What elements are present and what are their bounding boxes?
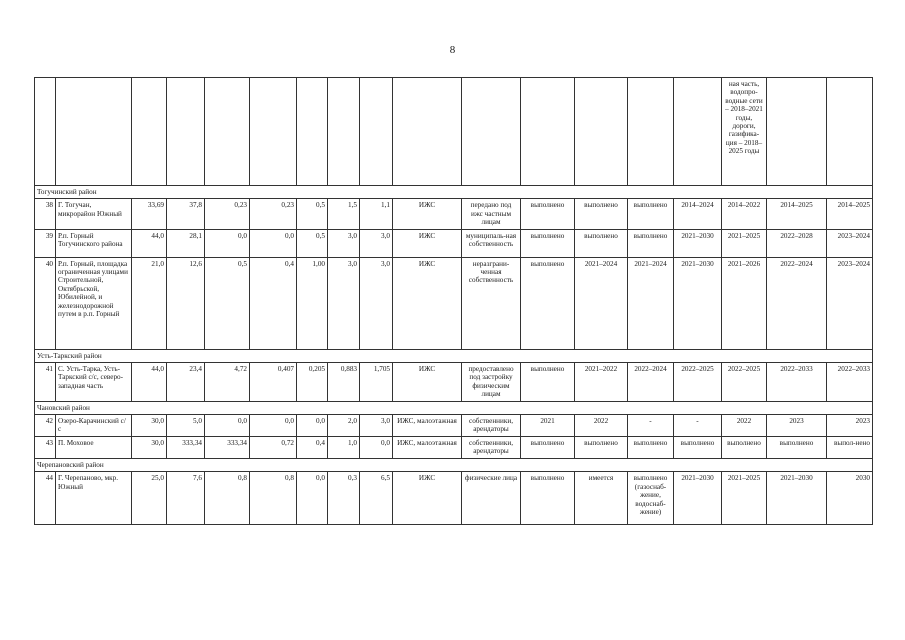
value-3: 0,23 xyxy=(205,199,250,229)
housing-type: ИЖС xyxy=(393,257,462,349)
section-title: Усть-Таркский район xyxy=(35,349,873,362)
value-2: 23,4 xyxy=(167,363,205,402)
period-4: выпол-нено xyxy=(827,437,873,459)
stage-2: 2021–2022 xyxy=(575,363,628,402)
period-3: 2022–2033 xyxy=(767,363,827,402)
stage-1: 2021 xyxy=(521,415,575,437)
stage-1: выполнено xyxy=(521,199,575,229)
period-3: 2021–2030 xyxy=(767,472,827,525)
stage-2: имеется xyxy=(575,472,628,525)
table-row xyxy=(35,415,873,437)
housing-type: ИЖС xyxy=(393,199,462,229)
value-4: 0,8 xyxy=(250,472,297,525)
value-1: 44,0 xyxy=(132,363,167,402)
place-name: Г. Черепаново, мкр. Южный xyxy=(56,472,132,525)
value-4: 0,4 xyxy=(250,257,297,349)
value-2: 12,6 xyxy=(167,257,205,349)
period-2: 2021–2025 xyxy=(722,229,767,257)
period-4: 2023 xyxy=(827,415,873,437)
value-6: 3,0 xyxy=(328,229,360,257)
value-3: 333,34 xyxy=(205,437,250,459)
value-7: 3,0 xyxy=(360,257,393,349)
table-row xyxy=(35,472,873,525)
stage-2: выполнено xyxy=(575,229,628,257)
ownership-status: передано под ижс частным лицам xyxy=(462,199,521,229)
page-number: 8 xyxy=(449,44,456,56)
value-7: 1,705 xyxy=(360,363,393,402)
housing-type: ИЖС xyxy=(393,472,462,525)
section-row xyxy=(35,459,873,472)
period-4: 2022–2033 xyxy=(827,363,873,402)
period-2: 2022 xyxy=(722,415,767,437)
period-1: 2021–2030 xyxy=(674,257,722,349)
period-4: 2023–2024 xyxy=(827,257,873,349)
period-3: выполнено xyxy=(767,437,827,459)
value-5: 0,4 xyxy=(297,437,328,459)
period-3: 2022–2028 xyxy=(767,229,827,257)
value-3: 0,5 xyxy=(205,257,250,349)
value-6: 0,3 xyxy=(328,472,360,525)
period-3: 2014–2025 xyxy=(767,199,827,229)
stage-2: выполнено xyxy=(575,199,628,229)
value-1: 21,0 xyxy=(132,257,167,349)
ownership-status: собственники, арендаторы xyxy=(462,437,521,459)
stage-3: выполнено xyxy=(628,437,674,459)
value-5: 1,00 xyxy=(297,257,328,349)
stage-3: выполнено xyxy=(628,229,674,257)
period-1: - xyxy=(674,415,722,437)
value-5: 0,205 xyxy=(297,363,328,402)
value-3: 0,0 xyxy=(205,229,250,257)
stage-3: 2022–2024 xyxy=(628,363,674,402)
section-row xyxy=(35,401,873,414)
housing-type: ИЖС, малоэтажная xyxy=(393,415,462,437)
stage-3: 2021–2024 xyxy=(628,257,674,349)
place-name: Р.п. Горный, площадка ограниченная улицами Строительной, Октябрьской, Юбилейной, и железнодорожной путем в р.п. Горный xyxy=(56,257,132,349)
value-1: 25,0 xyxy=(132,472,167,525)
row-number: 39 xyxy=(35,229,56,257)
stage-2: 2022 xyxy=(575,415,628,437)
period-1: выполнено xyxy=(674,437,722,459)
value-2: 37,8 xyxy=(167,199,205,229)
value-4: 0,23 xyxy=(250,199,297,229)
value-2: 7,6 xyxy=(167,472,205,525)
row-number: 38 xyxy=(35,199,56,229)
row-number: 42 xyxy=(35,415,56,437)
value-6: 2,0 xyxy=(328,415,360,437)
period-2: 2014–2022 xyxy=(722,199,767,229)
value-4: 0,0 xyxy=(250,415,297,437)
value-6: 3,0 xyxy=(328,257,360,349)
period-4: 2023–2024 xyxy=(827,229,873,257)
value-2: 333,34 xyxy=(167,437,205,459)
value-7: 3,0 xyxy=(360,415,393,437)
value-4: 0,72 xyxy=(250,437,297,459)
value-2: 5,0 xyxy=(167,415,205,437)
housing-type: ИЖС, малоэтажная xyxy=(393,437,462,459)
period-1: 2022–2025 xyxy=(674,363,722,402)
section-row xyxy=(35,349,873,362)
ownership-status: собственники, арендаторы xyxy=(462,415,521,437)
ownership-status: муниципаль-ная собственность xyxy=(462,229,521,257)
table-row xyxy=(35,199,873,229)
period-4: 2014–2025 xyxy=(827,199,873,229)
period-2: 2021–2025 xyxy=(722,472,767,525)
table-row xyxy=(35,229,873,257)
stage-1: выполнено xyxy=(521,229,575,257)
value-4: 0,407 xyxy=(250,363,297,402)
stage-1: выполнено xyxy=(521,257,575,349)
stage-3: выполнено xyxy=(628,199,674,229)
place-name: Озеро-Карачинский с/с xyxy=(56,415,132,437)
value-6: 1,5 xyxy=(328,199,360,229)
row-number: 41 xyxy=(35,363,56,402)
value-6: 0,883 xyxy=(328,363,360,402)
value-7: 3,0 xyxy=(360,229,393,257)
housing-type: ИЖС xyxy=(393,229,462,257)
ownership-status: физические лица xyxy=(462,472,521,525)
period-1: 2021–2030 xyxy=(674,229,722,257)
value-7: 6,5 xyxy=(360,472,393,525)
value-1: 30,0 xyxy=(132,415,167,437)
period-2: 2021–2026 xyxy=(722,257,767,349)
stage-2: 2021–2024 xyxy=(575,257,628,349)
stage-2: выполнено xyxy=(575,437,628,459)
value-7: 0,0 xyxy=(360,437,393,459)
row-number: 40 xyxy=(35,257,56,349)
housing-type: ИЖС xyxy=(393,363,462,402)
value-5: 0,0 xyxy=(297,472,328,525)
value-6: 1,0 xyxy=(328,437,360,459)
stage-1: выполнено xyxy=(521,437,575,459)
value-7: 1,1 xyxy=(360,199,393,229)
table-row xyxy=(35,257,873,349)
row-number: 44 xyxy=(35,472,56,525)
ownership-status: неразграни-ченная собственность xyxy=(462,257,521,349)
table-row xyxy=(35,363,873,402)
ownership-status: предоставлено под застройку физическим лицам xyxy=(462,363,521,402)
value-2: 28,1 xyxy=(167,229,205,257)
value-1: 30,0 xyxy=(132,437,167,459)
period-2: 2022–2025 xyxy=(722,363,767,402)
period-4: 2030 xyxy=(827,472,873,525)
value-1: 44,0 xyxy=(132,229,167,257)
row-number: 43 xyxy=(35,437,56,459)
value-4: 0,0 xyxy=(250,229,297,257)
value-3: 4,72 xyxy=(205,363,250,402)
period-2: выполнено xyxy=(722,437,767,459)
stage-3: выполнено (газоснаб-жение, водоснаб-жение) xyxy=(628,472,674,525)
place-name: С. Усть-Тарка, Усть-Таркский с/с, северо-западная часть xyxy=(56,363,132,402)
value-5: 0,5 xyxy=(297,199,328,229)
place-name: Г. Тогучан, микрорайон Южный xyxy=(56,199,132,229)
period-3: 2023 xyxy=(767,415,827,437)
stage-3: - xyxy=(628,415,674,437)
section-title: Чановский район xyxy=(35,401,873,414)
section-title: Тогучинский район xyxy=(35,186,873,199)
value-3: 0,0 xyxy=(205,415,250,437)
period-1: 2014–2024 xyxy=(674,199,722,229)
value-3: 0,8 xyxy=(205,472,250,525)
value-5: 0,0 xyxy=(297,415,328,437)
value-1: 33,69 xyxy=(132,199,167,229)
stage-1: выполнено xyxy=(521,472,575,525)
period-3: 2022–2024 xyxy=(767,257,827,349)
header-fragment-cell: ная часть, водопро-водные сети – 2018–2021 годы, дороги, газифика-ция – 2018–2025 годы xyxy=(722,78,767,186)
value-5: 0,5 xyxy=(297,229,328,257)
section-title: Черепановский район xyxy=(35,459,873,472)
stage-1: выполнено xyxy=(521,363,575,402)
table-row xyxy=(35,437,873,459)
period-1: 2021–2030 xyxy=(674,472,722,525)
land-plots-table xyxy=(34,77,873,525)
place-name: Р.п. Горный Тогучинского района xyxy=(56,229,132,257)
header-continuation-row xyxy=(35,78,873,186)
place-name: П. Моховое xyxy=(56,437,132,459)
section-row xyxy=(35,186,873,199)
